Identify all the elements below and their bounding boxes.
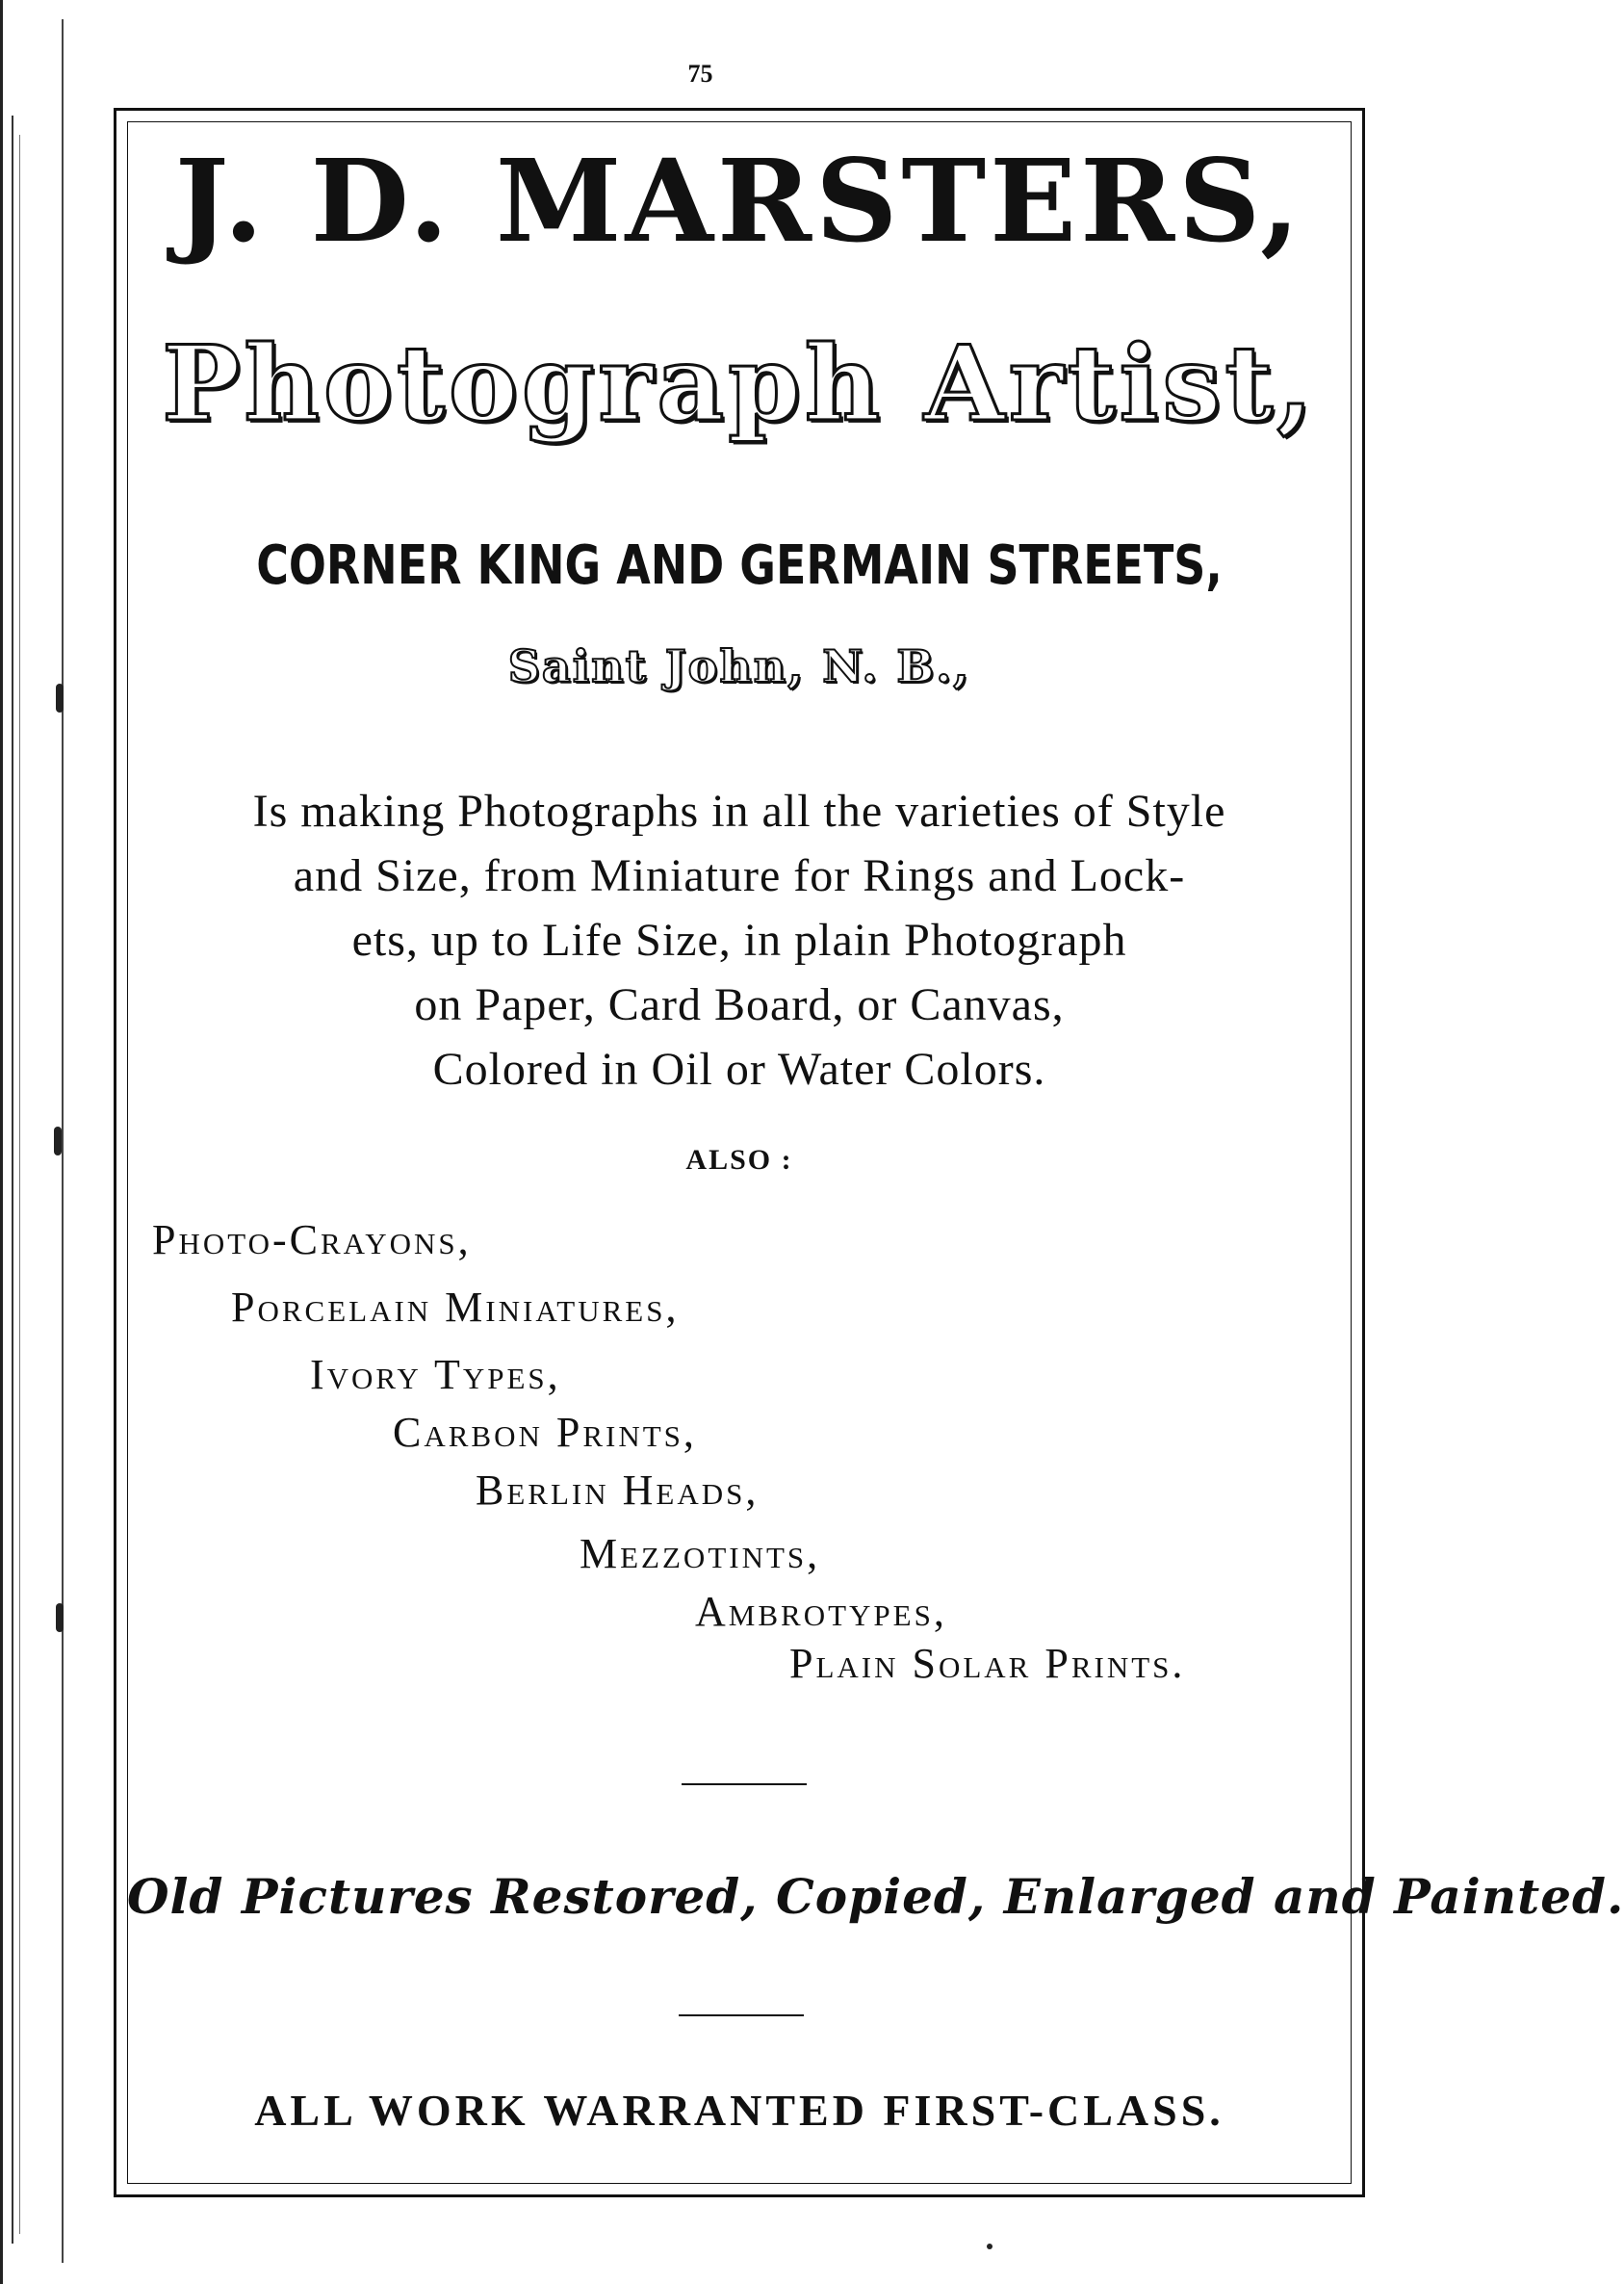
page-edge [0,0,3,2284]
product-item: Porcelain Miniatures, [231,1284,680,1331]
page-number: 75 [687,60,713,88]
ink-blot [56,1603,64,1632]
street-address: CORNER KING AND GERMAIN STREETS, [256,534,1223,597]
ink-speck [987,2244,992,2249]
page-edge-line [12,116,13,2244]
ornate-title: Photograph Artist, [162,324,1317,445]
page-edge-line [19,135,20,2234]
divider-rule [682,1783,807,1785]
description-line: Colored in Oil or Water Colors. [432,1044,1046,1095]
ink-blot [56,684,64,713]
product-item: Photo-Crayons, [152,1216,472,1263]
product-item: Ivory Types, [310,1351,561,1398]
product-item: Carbon Prints, [393,1409,697,1456]
ink-blot [54,1127,62,1155]
product-item: Ambrotypes, [695,1588,947,1635]
warranty-line: ALL WORK WARRANTED FIRST-CLASS. [254,2086,1224,2135]
description-line: ets, up to Life Size, in plain Photograph [351,915,1127,966]
divider-rule [679,2014,804,2016]
restoration-line: Old Pictures Restored, Copied, Enlarged and Painted. [127,1868,1624,1925]
description-line: and Size, from Miniature for Rings and Lock- [293,850,1186,901]
description-line: on Paper, Card Board, or Canvas, [414,979,1065,1030]
product-item: Plain Solar Prints. [789,1640,1186,1687]
advertiser-name: J. D. MARSTERS, [174,134,1304,268]
also-label: ALSO : [685,1144,793,1176]
product-item: Berlin Heads, [476,1466,760,1514]
description-line: Is making Photographs in all the varieties of Style [252,786,1226,837]
page-edge-line [62,19,64,2263]
city-line: Saint John, N. B., [507,640,971,692]
product-item: Mezzotints, [580,1530,821,1577]
